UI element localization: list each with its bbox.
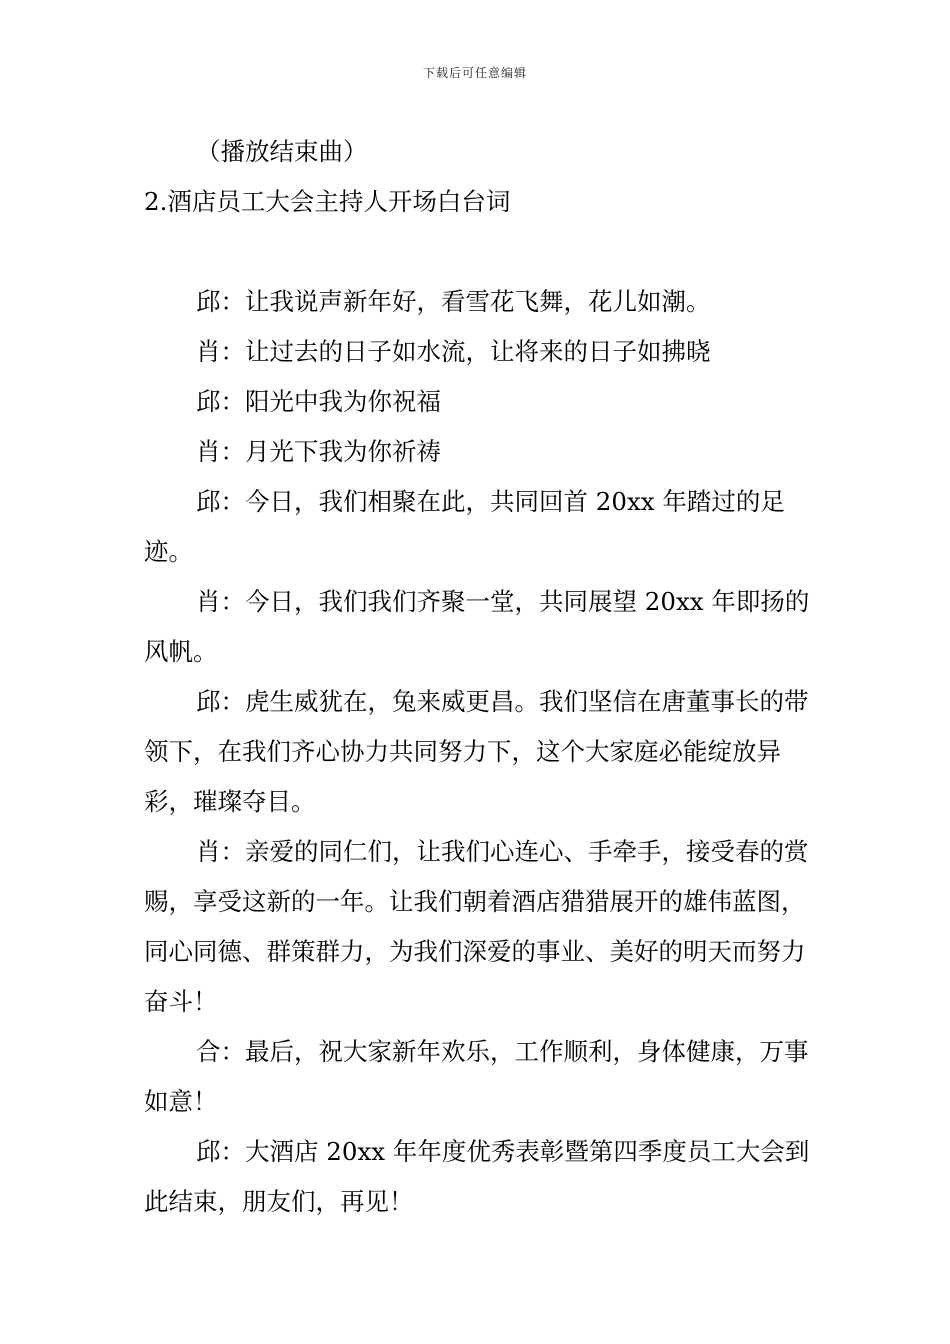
dialogue-line: 肖：月光下我为你祈祷: [196, 437, 441, 466]
dialogue-line: 邱：阳光中我为你祝福: [196, 387, 441, 416]
dialogue-line: 邱：虎生威犹在，兔来威更昌。我们坚信在唐董事长的带领下，在我们齐心协力共同努力下，这个大家庭必能绽放异彩，璀璨夺目。: [144, 687, 809, 816]
section-title: 2.酒店员工大会主持人开场白台词: [144, 187, 511, 216]
dialogue-line: 邱：让我说声新年好，看雪花飞舞，花儿如潮。: [196, 287, 711, 316]
page-header-note: 下载后可任意编辑: [422, 66, 527, 80]
stage-direction: （播放结束曲）: [196, 137, 368, 166]
blank-line: [144, 227, 812, 277]
dialogue-line: 肖：让过去的日子如水流，让将来的日子如拂晓: [196, 337, 711, 366]
dialogue-line: 肖：亲爱的同仁们，让我们心连心、手牵手，接受春的赏赐，享受这新的一年。让我们朝着酒店猎猎展开的雄伟蓝图，同心同德、群策群力，为我们深爱的事业、美好的明天而努力奋斗！: [144, 837, 809, 1016]
document-body: [144, 127, 812, 1227]
dialogue-line: 合：最后，祝大家新年欢乐，工作顺利，身体健康，万事如意！: [144, 1037, 809, 1116]
dialogue-line: 邱：今日，我们相聚在此，共同回首 20xx 年踏过的足迹。: [144, 487, 785, 566]
dialogue-line: 邱：大酒店 20xx 年年度优秀表彰暨第四季度员工大会到此结束，朋友们，再见！: [144, 1137, 810, 1216]
dialogue-line: 肖：今日，我们我们齐聚一堂，共同展望 20xx 年即扬的风帆。: [144, 587, 810, 666]
